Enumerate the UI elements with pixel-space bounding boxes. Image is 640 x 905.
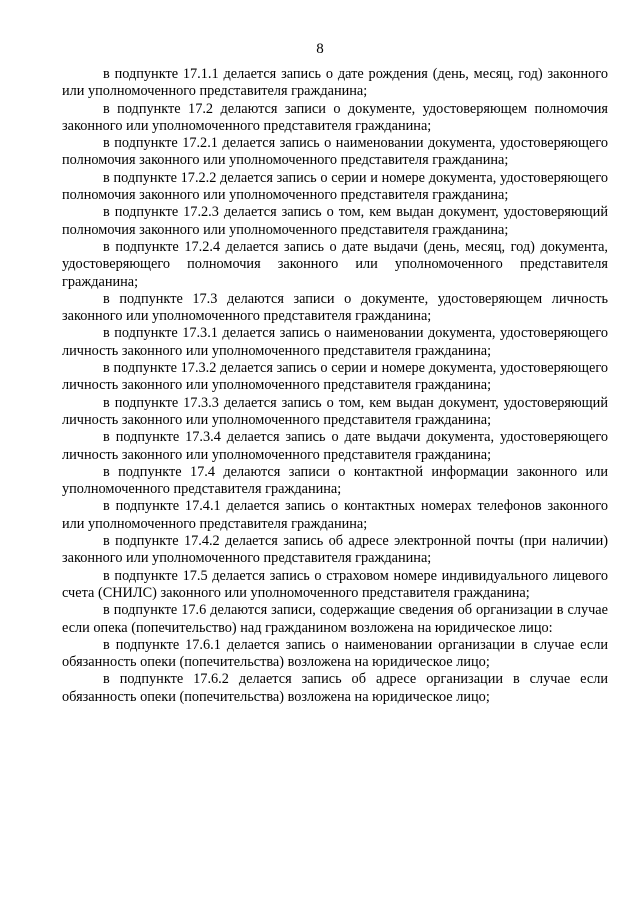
paragraph: в подпункте 17.2.4 делается запись о дате выдачи (день, месяц, год) документа, удостоверяющего полномочия законного или уполномоченного представителя гражданина; [62,238,608,290]
page-number: 8 [316,41,324,57]
paragraph: в подпункте 17.6.2 делается запись об адресе организации в случае если обязанность опеки (попечительства) возложена на юридическое лицо; [62,671,608,705]
paragraph: в подпункте 17.4 делаются записи о контактной информации законного или уполномоченного представителя гражданина; [62,463,608,498]
paragraph: в подпункте 17.3.3 делается запись о том, кем выдан документ, удостоверяющий личность законного или уполномоченного представителя гражданина; [62,394,608,428]
paragraph: в подпункте 17.4.2 делается запись об адресе электронной почты (при наличии) законного или уполномоченного представителя гражданина; [62,533,608,567]
paragraph: в подпункте 17.2 делаются записи о документе, удостоверяющем полномочия законного или уполномоченного представителя гражданина; [62,100,608,134]
paragraph: в подпункте 17.3.1 делается запись о наименовании документа, удостоверяющего личность законного или уполномоченного представителя гражданина; [62,325,608,359]
paragraph: в подпункте 17.2.1 делается запись о наименовании документа, удостоверяющего полномочия законного или уполномоченного представителя гражданина; [62,135,608,169]
paragraph: в подпункте 17.1.1 делается запись о дате рождения (день, месяц, год) законного или уполномоченного представителя гражданина; [62,66,608,100]
paragraph: в подпункте 17.6 делаются записи, содержащие сведения об организации в случае если опека (попечительство) над гражданином возложена на юридическое лицо: [62,602,608,636]
document-body [62,66,608,706]
paragraph: в подпункте 17.2.2 делается запись о серии и номере документа, удостоверяющего полномочия законного или уполномоченного представителя гражданина; [62,169,608,204]
paragraph: в подпункте 17.3 делаются записи о документе, удостоверяющем личность законного или уполномоченного представителя гражданина; [62,290,608,325]
paragraph: в подпункте 17.2.3 делается запись о том, кем выдан документ, удостоверяющий полномочия законного или уполномоченного представителя гражданина; [62,204,608,238]
paragraph: в подпункте 17.3.4 делается запись о дате выдачи документа, удостоверяющего личность законного или уполномоченного представителя гражданина; [62,429,608,463]
paragraph: в подпункте 17.5 делается запись о страховом номере индивидуального лицевого счета (СНИЛС) законного или уполномоченного представителя гражданина; [62,567,608,601]
paragraph: в подпункте 17.6.1 делается запись о наименовании организации в случае если обязанность опеки (попечительства) возложена на юридическое лицо; [62,636,608,671]
paragraph: в подпункте 17.4.1 делается запись о контактных номерах телефонов законного или уполномоченного представителя гражданина; [62,498,608,532]
paragraph: в подпункте 17.3.2 делается запись о серии и номере документа, удостоверяющего личность законного или уполномоченного представителя гражданина; [62,360,608,394]
